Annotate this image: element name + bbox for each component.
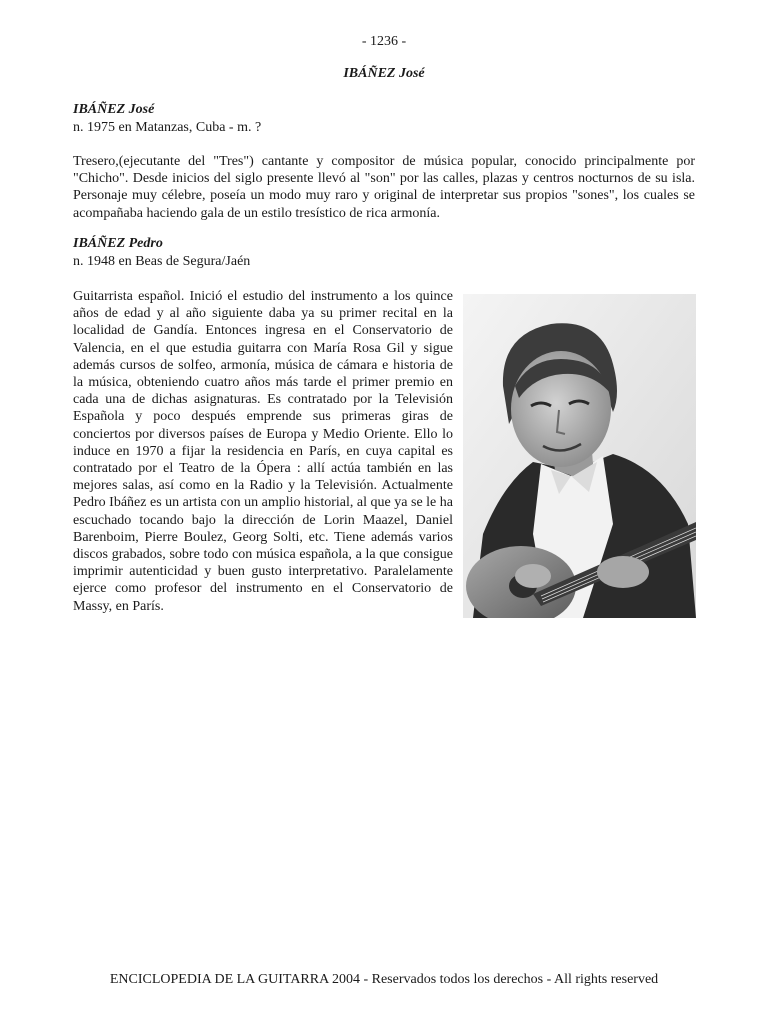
entry-text-pedro: Guitarrista español. Inició el estudio del instrumento a los quince años de edad y al año siguiente daba ya su primer recital en la localidad de Gandía. Entonces ingresa en el Conservatorio de Valencia, en el que estudia guitarra con María Rosa Gil y sigue además cursos de solfeo, armonía, música de cámara e historia de la música, obteniendo cuatro años más tarde el primer premio en cada una de dichas asignaturas. Es contratado por la Televisión Española y poco después emprende sus primeras giras de conciertos por diversos países de Europa y Medio Oriente. Ello lo induce en 1970 a fijar la residencia en París, en cuya capital es contratado por el Teatro de la Ópera : allí actúa también en las mejores salas, así como en la Radio y la Televisión. Actualmente Pedro Ibáñez es un artista con un amplio historial, al que ya se le ha escuchado tocando bajo la dirección de Lorin Maazel, Daniel Barenboim, Pierre Boulez, Georg Solti, etc. Tiene además varios discos grabados, sobre todo con música española, a la que consigue imprimir autenticidad y buen gusto interpretativo. Paralelamente ejerce como profesor del instrumento en el Conservatorio de Massy, en París. — [73, 289, 453, 614]
footer-copyright: ENCICLOPEDIA DE LA GUITARRA 2004 - Reservados todos los derechos - All rights reserved — [109, 972, 659, 987]
entry-dates-jose: n. 1975 en Matanzas, Cuba - m. ? — [73, 120, 262, 135]
entry-text-jose: Tresero,(ejecutante del "Tres") cantante y compositor de música popular, conocido principalmente por "Chicho". Desde inicios del siglo presente llevó al "son" por las calles, plazas y centros nocturnos de su isla. Personaje muy célebre, poseía un modo muy raro y original de interpretar sus propios "sones", los cuales se acompañaba haciendo gala de un estilo tresístico de rica armonía. — [73, 154, 695, 221]
portrait-photo — [463, 294, 696, 618]
running-title: IBÁÑEZ José — [343, 66, 425, 81]
entry-dates-pedro: n. 1948 en Beas de Segura/Jaén — [73, 254, 251, 269]
page-number: - 1236 - — [361, 34, 407, 49]
entry-name-jose: IBÁÑEZ José — [73, 102, 155, 117]
entry-name-pedro: IBÁÑEZ Pedro — [73, 236, 163, 251]
